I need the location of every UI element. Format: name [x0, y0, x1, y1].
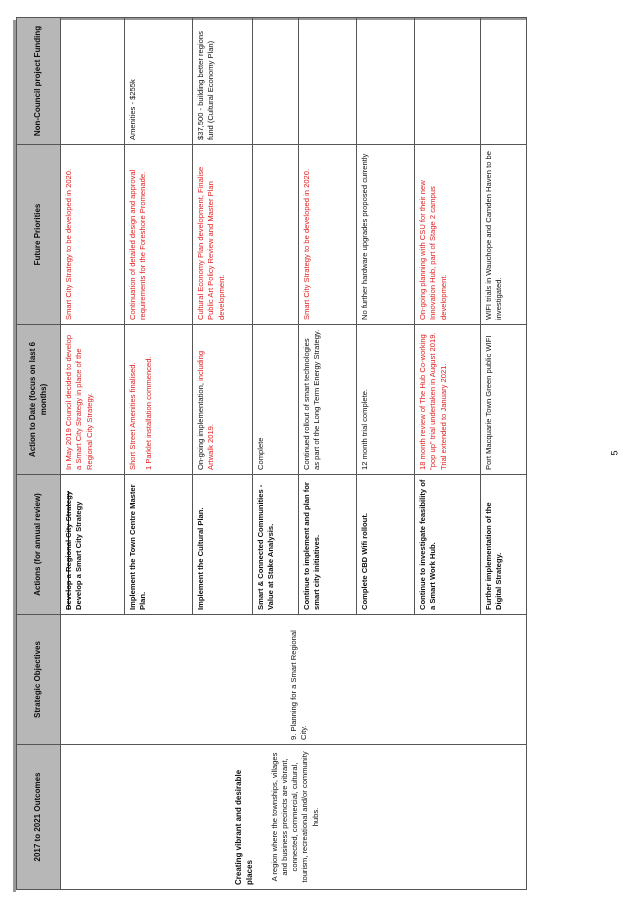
date-text: On-going implementation,	[196, 383, 205, 470]
date-line: 1 Parklet installation commenced.	[144, 356, 154, 470]
funding-cell	[357, 18, 415, 145]
funding-cell: Amenities - $255k	[125, 18, 193, 145]
outcome-cell	[61, 745, 527, 890]
date-line: Short Street Amenities finalised.	[128, 362, 137, 470]
header-outcomes: 2017 to 2021 Outcomes	[17, 745, 61, 890]
page-number: 5	[609, 450, 620, 456]
objective-cell	[61, 615, 527, 745]
date-cell	[415, 325, 481, 475]
future-cell: No further hardware upgrades proposed currently	[357, 145, 415, 325]
header-objectives: Strategic Objectives	[17, 615, 61, 745]
action-cell	[61, 475, 125, 615]
action-cell: Implement the Town Centre Master Plan.	[125, 475, 193, 615]
funding-cell	[481, 18, 527, 145]
future-cell: Continuation of detailed design and approval requirements for the Foreshore Promenade.	[125, 145, 193, 325]
header-future: Future Priorities	[17, 145, 61, 325]
future-cell	[253, 145, 299, 325]
date-line: Trial extended to January 2021.	[438, 363, 448, 470]
date-cell	[125, 325, 193, 475]
date-cell: 12 month trial complete.	[357, 325, 415, 475]
action-struck-text: Develop a Regional City Strategy	[64, 490, 73, 610]
header-row	[17, 18, 61, 890]
funding-cell	[299, 18, 357, 145]
funding-cell: $37,500 - building better regions fund (Cultural Economy Plan)	[193, 18, 253, 145]
table-row	[61, 18, 125, 890]
action-cell: Complete CBD Wifi rollout.	[357, 475, 415, 615]
date-text-red: including Artwalk 2019.	[196, 350, 216, 470]
future-cell: WIFI trials in Wauchope and Camden Haven to be investigated.	[481, 145, 527, 325]
funding-cell	[253, 18, 299, 145]
header-actions: Actions (for annual review)	[17, 475, 61, 615]
date-cell	[193, 325, 253, 475]
date-cell: Continued rollout of smart technologies as part of the Long Term Energy Strategy.	[299, 325, 357, 475]
future-cell: Cultural Economy Plan development, Finalise Public Art Policy Review and Master Plan development.	[193, 145, 253, 325]
funding-cell	[415, 18, 481, 145]
header-action-to-date: Action to Date (focus on last 6 months)	[17, 325, 61, 475]
rotated-page	[16, 18, 526, 890]
date-line: 18 month review of The Hub Co-working "pop up" trial undertaken in August 2019.	[418, 332, 438, 470]
action-cell: Continue to investigate feasibility of a Smart Work Hub.	[415, 475, 481, 615]
future-cell: Smart City Strategy to be developed in 2020.	[61, 145, 125, 325]
future-cell: On-going planning with CSU for their new Innovation Hub, part of Stage 2 campus development.	[415, 145, 481, 325]
header-funding: Non-Council project Funding	[17, 18, 61, 145]
action-cell: Implement the Cultural Plan.	[193, 475, 253, 615]
date-cell: Port Macquarie Town Green public WIFI	[481, 325, 527, 475]
funding-cell	[61, 18, 125, 145]
outcome-title: Creating vibrant and desirable places	[234, 769, 254, 885]
future-cell: Smart City Strategy to be developed in 2020.	[299, 145, 357, 325]
date-cell: In May 2019 Council decided to develop a Smart City Strategy in place of the Regional City Strategy.	[61, 325, 125, 475]
action-cell: Further implementation of the Digital Strategy.	[481, 475, 527, 615]
date-cell: Complete	[253, 325, 299, 475]
plan-table	[16, 17, 527, 890]
action-cell: Smart & Connected Communities - Value at Stake Analysis.	[253, 475, 299, 615]
objective-text: 9. Planning for a Smart Regional City.	[289, 630, 309, 740]
action-text: Develop a Smart City Strategy	[74, 501, 84, 610]
outcome-body: A region where the townships, villages and business precincts are vibrant, connected, commercial, cultural, tourism, recreational and/or community hubs.	[269, 751, 320, 883]
action-cell: Continue to implement and plan for smart city initiatives.	[299, 475, 357, 615]
